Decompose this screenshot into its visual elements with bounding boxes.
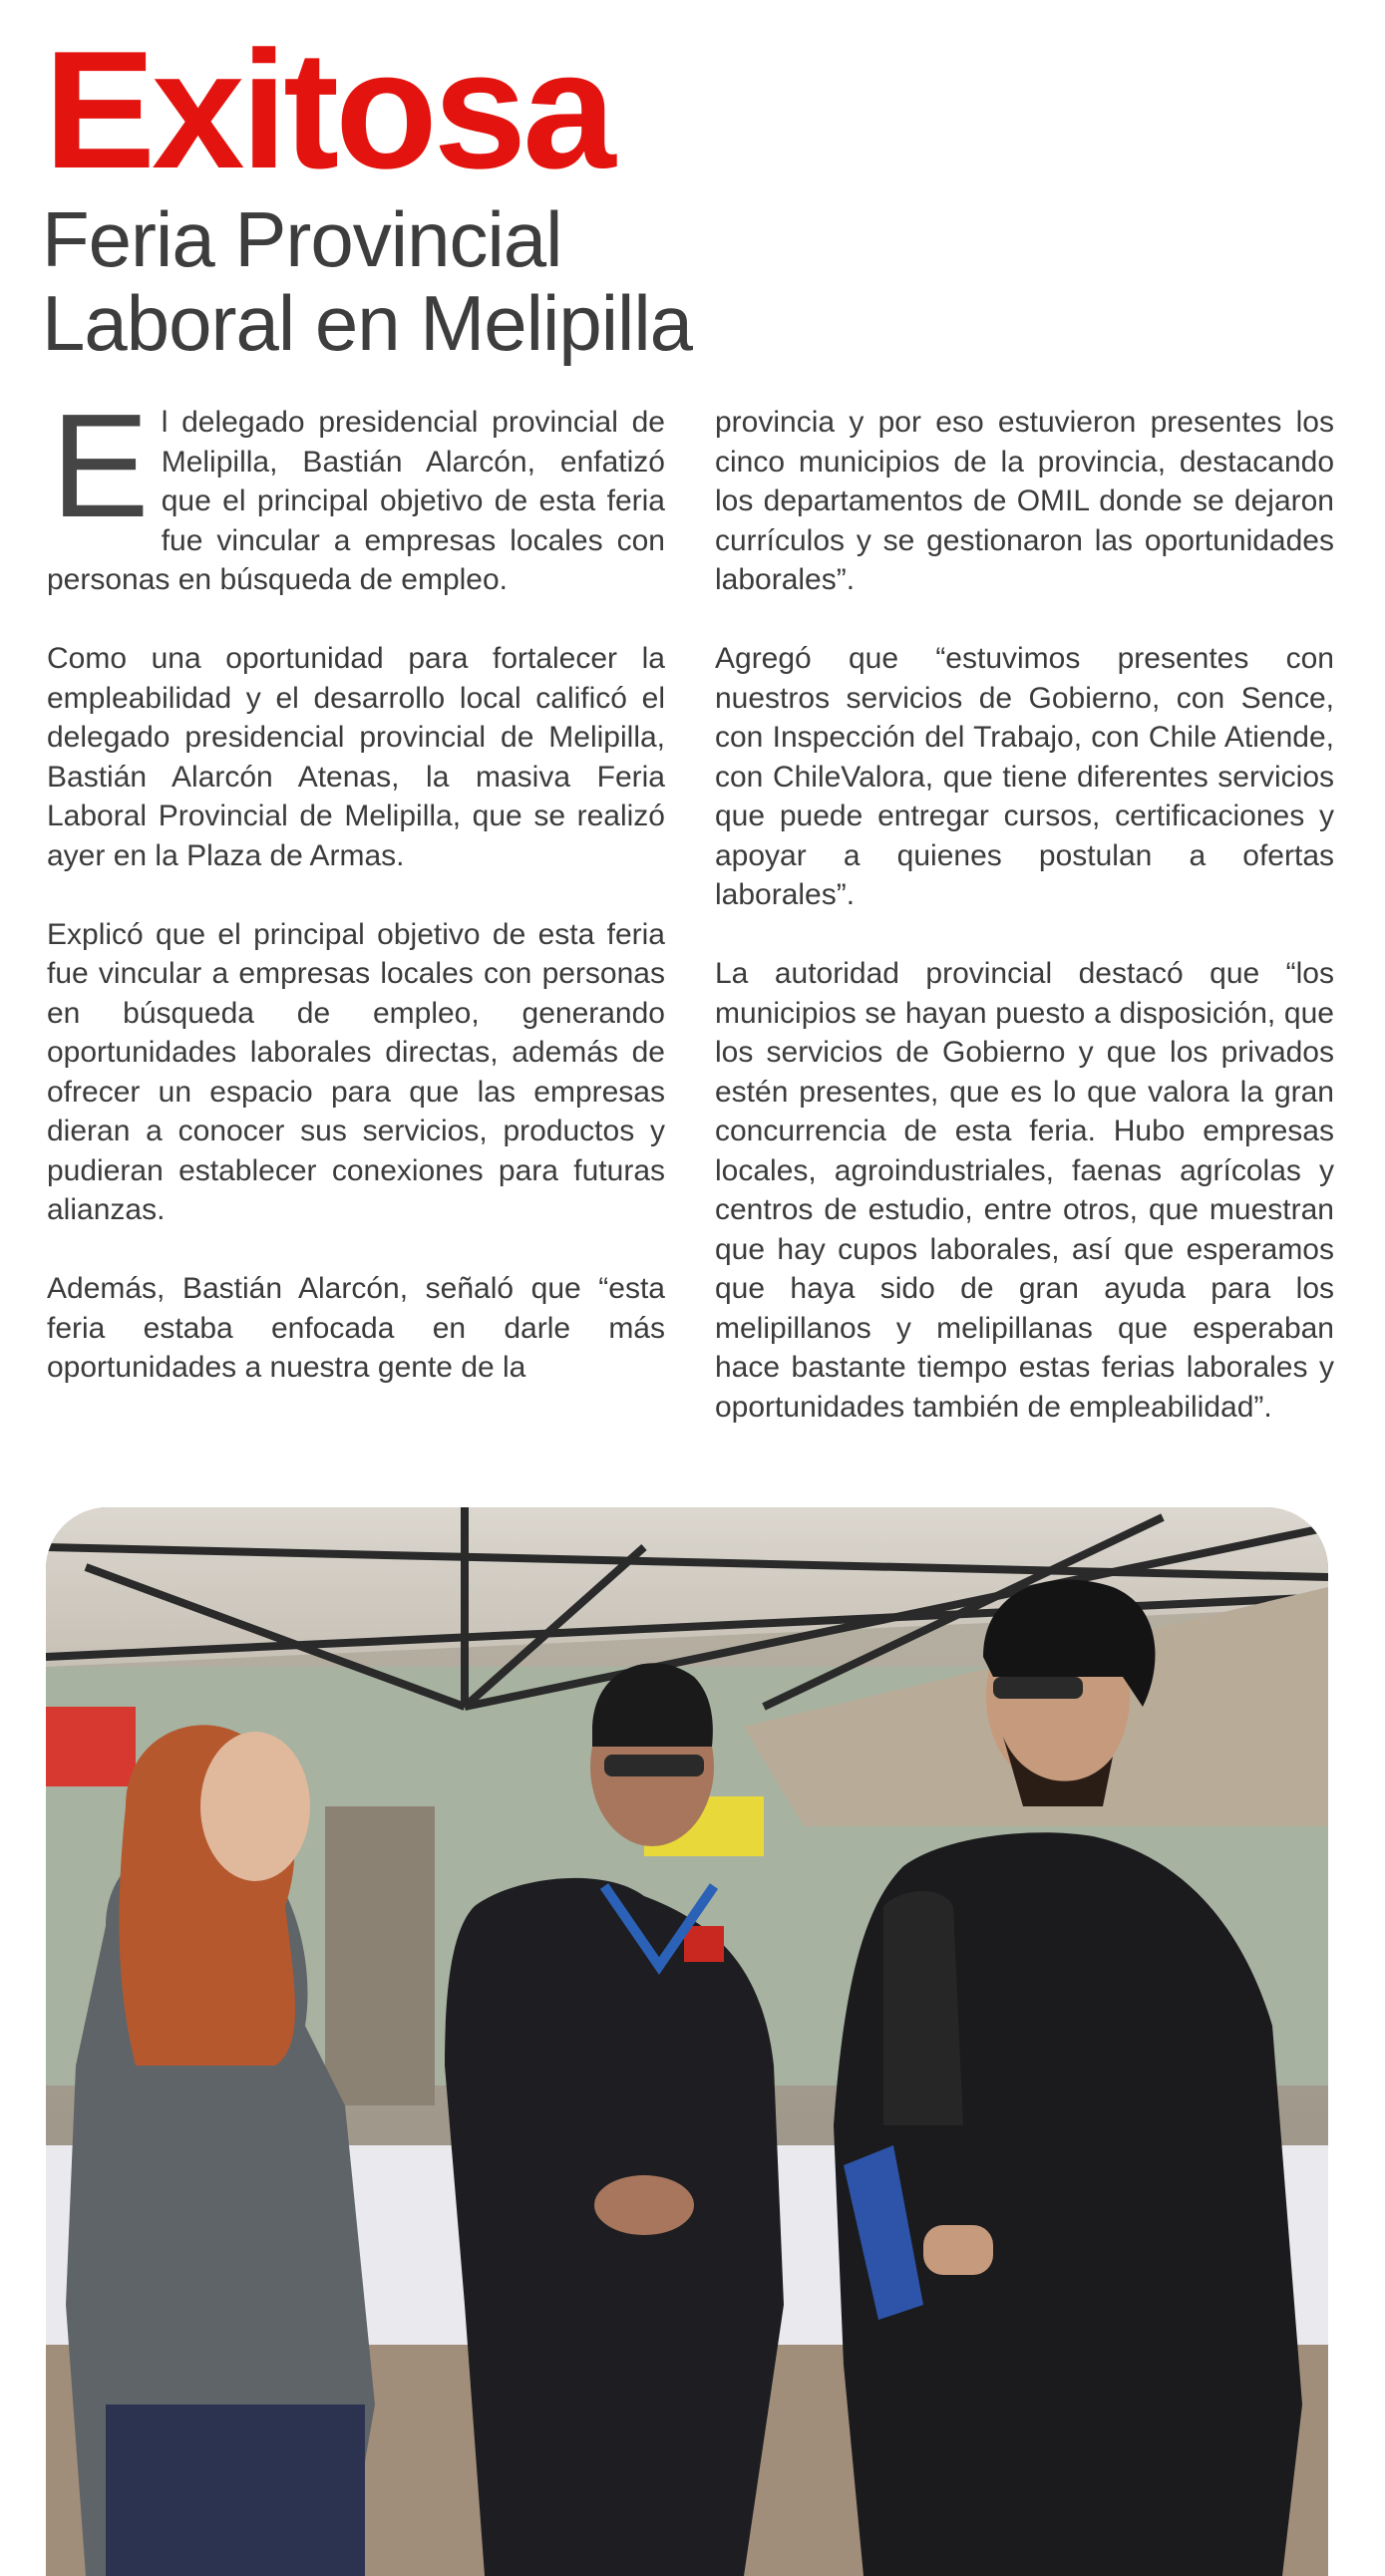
article-paragraph-2: Como una oportunidad para fortalecer la empleabilidad y el desarrollo local calificó el delegado presidencial provincial de Melipilla, Bastián Alarcón Atenas, la masiva Feria Laboral Provincial de Melipilla, que se realizó ayer en la Plaza de Armas. bbox=[47, 642, 665, 872]
article-column-left bbox=[47, 384, 665, 1427]
subheadline bbox=[42, 197, 692, 365]
subheadline-line-1: Feria Provincial bbox=[42, 195, 562, 283]
article-paragraph-5: provincia y por eso estuvieron presentes los cinco municipios de la provincia, destacando los departamentos de OMIL donde se dejaron currículos y se gestionaron las oportunidades laborales”. bbox=[715, 406, 1334, 596]
article-column-right bbox=[715, 403, 1334, 1466]
article-paragraph-6: Agregó que “estuvimos presentes con nuestros servicios de Gobierno, con Sence, con Inspección del Trabajo, con Chile Atiende, con ChileValora, que tiene diferentes servicios que puede entregar cursos, certificaciones y apoyar a quienes postulan a ofertas laborales”. bbox=[715, 642, 1334, 911]
paragraph-text: l delegado presidencial provincial de Melipilla, Bastián Alarcón, enfatizó que el principal objetivo de esta feria fue vincular a empresas locales con personas en búsqueda de empleo. bbox=[47, 406, 665, 596]
article-photo bbox=[46, 1507, 1328, 2576]
drop-cap: E bbox=[51, 384, 150, 548]
article-paragraph-4: Además, Bastián Alarcón, señaló que “esta feria estaba enfocada en darle más oportunidades a nuestra gente de la bbox=[47, 1272, 665, 1384]
headline: Exitosa bbox=[44, 16, 612, 203]
article-paragraph-3: Explicó que el principal objetivo de esta feria fue vincular a empresas locales con personas en búsqueda de empleo, generando oportunidades laborales directas, además de ofrecer un espacio para que las empresas dieran a conocer sus servicios, productos y pudieran establecer conexiones para futuras alianzas. bbox=[47, 917, 665, 1226]
subheadline-line-2: Laboral en Melipilla bbox=[42, 279, 693, 367]
article-paragraph-7: La autoridad provincial destacó que “los municipios se hayan puesto a disposición, que los servicios de Gobierno y que los privados estén presentes, que es lo que valora la gran concurrencia de esta feria. Hubo empresas locales, agroindustriales, faenas agrícolas y centros de estudio, entre otros, que muestran que hay cupos laborales, así que esperamos que haya sido de gran ayuda para los melipillanos y melipillanas que esperaban hace bastante tiempo estas ferias laborales y oportunidades también de empleabilidad”. bbox=[715, 957, 1334, 1424]
article-paragraph-1 bbox=[47, 384, 665, 600]
photo-illustration bbox=[46, 1507, 1328, 2576]
